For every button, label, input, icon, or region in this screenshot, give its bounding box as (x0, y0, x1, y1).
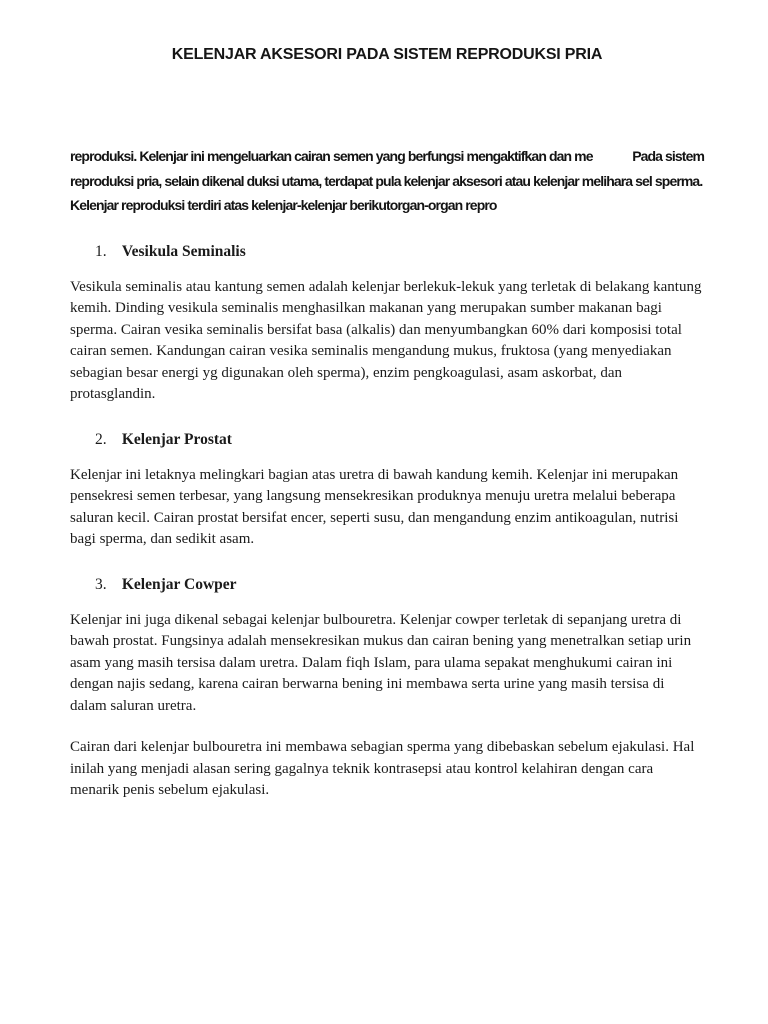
section-kelenjar-cowper (70, 575, 704, 718)
section-body-1: Vesikula seminalis atau kantung semen adalah kelenjar berlekuk-lekuk yang terletak di belakang kantung kemih. Dinding vesikula seminalis menghasilkan makanan yang merupakan sumber makanan bagi sperma. Cairan vesika seminalis bersifat basa (alkalis) dan menyumbangkan 60% dari komposisi total cairan semen. Kandungan cairan vesika seminalis mengandung mukus, fruktosa (yang menyediakan sebagian besar energi yg digunakan oleh sperma), enzim pengkoagulasi, asam askorbat, dan protasglandin. (70, 278, 702, 402)
section-heading-text-3: Kelenjar Cowper (121, 575, 237, 593)
section-heading-text-2: Kelenjar Prostat (121, 430, 232, 448)
section-heading-2 (70, 430, 704, 450)
intro-line-1-right: Pada sistem (632, 148, 704, 164)
intro-paragraph (70, 144, 704, 218)
section-body-3: Kelenjar ini juga dikenal sebagai kelenjar bulbouretra. Kelenjar cowper terletak di sepanjang uretra di bawah prostat. Fungsinya adalah mensekresikan mukus dan cairan bening yang menetralkan setiap urin asam yang masih tersisa dalam uretra. Dalam fiqh Islam, para ulama sepakat menghukumi cairan ini dengan najis sedang, karena cairan berwarna bening ini membawa serta urine yang masih tersisa di dalam saluran uretra. (70, 611, 692, 714)
closing-paragraph: Cairan dari kelenjar bulbouretra ini membawa sebagian sperma yang dibebaskan sebelum ejakulasi. Hal inilah yang menjadi alasan sering gagalnya teknik kontrasepsi atau kontrol kelahiran dengan cara menarik penis sebelum ejakulasi. (70, 739, 695, 798)
section-body-2: Kelenjar ini letaknya melingkari bagian atas uretra di bawah kandung kemih. Kelenjar ini merupakan pensekresi semen terbesar, yang langsung mensekresikan produknya menuju uretra melalui beberapa saluran kecil. Cairan prostat bersifat encer, seperti susu, dan mengandung enzim antikoagulan, nutrisi bagi sperma, dan sedikit asam. (70, 466, 679, 547)
section-heading-1 (70, 242, 704, 262)
section-number-1: 1. (95, 242, 107, 260)
section-heading-3 (70, 575, 704, 595)
intro-line-2: reproduksi pria, selain dikenal duksi utama, terdapat pula kelenjar aksesori atau kelenjar melihara sel sperma. (70, 172, 703, 189)
document-title: KELENJAR AKSESORI PADA SISTEM REPRODUKSI PRIA (171, 46, 603, 63)
section-heading-text-1: Vesikula Seminalis (121, 242, 246, 260)
intro-line-1-left: reproduksi. Kelenjar ini mengeluarkan cairan semen yang berfungsi mengaktifkan dan me (70, 148, 593, 164)
intro-line-3: Kelenjar reproduksi terdiri atas kelenjar-kelenjar berikutorgan-organ repro (70, 197, 497, 213)
section-kelenjar-prostat (70, 430, 704, 551)
section-number-2: 2. (95, 430, 107, 448)
intro-line-1 (70, 144, 704, 169)
section-number-3: 3. (95, 575, 107, 593)
section-vesikula-seminalis (70, 242, 704, 406)
